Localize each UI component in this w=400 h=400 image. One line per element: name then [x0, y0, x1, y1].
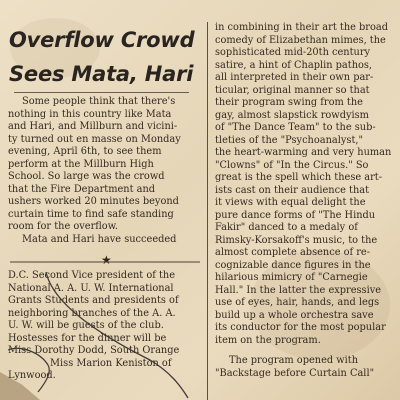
story-line: sophisticated mid-20th century [215, 47, 371, 58]
story-line: ushers worked 20 minutes beyond [8, 196, 179, 207]
notice-line: U. W. will be guests of the club. [8, 320, 164, 331]
story-line: all interpreted in their own par- [215, 72, 374, 83]
story-line: gay, almost slapstick rowdyism [215, 109, 369, 121]
headline-rule [14, 92, 189, 93]
story-line: hilarious mimicry of "Carnegie [215, 272, 368, 283]
story-line: nothing in this country like Mata [8, 108, 172, 120]
story-line: curtain time to find safe standing [8, 208, 174, 220]
story-line: Some people think that there's [22, 96, 176, 107]
story-line: use of eyes, hair, hands, and legs [215, 297, 380, 308]
story-line: Fakir" danced to a medaly of [215, 222, 358, 233]
story-line: tleties of the "Psychoanalyst," [215, 134, 364, 146]
column-divider [207, 22, 208, 400]
story-line: cognizable dance figures in the [215, 259, 371, 271]
story-line: its conductor for the most popular [215, 322, 386, 333]
story-line: ty turned out en masse on Monday [8, 133, 181, 145]
story-line: almost complete absence of re- [215, 247, 371, 258]
story-line: School. So large was the crowd [8, 171, 165, 182]
headline-line-2: Sees Mata, Hari [9, 62, 194, 86]
story-line: Mata and Hari have succeeded [22, 233, 177, 245]
notice-line: Grants Students and presidents of [8, 295, 179, 306]
notice-line: D.C. Second Vice president of the [8, 270, 176, 281]
story-line: item on the program. [215, 334, 321, 346]
story-line: comedy of Elizabethan mimes, the [215, 34, 386, 46]
story-line: ticular, original manner so that [215, 84, 370, 96]
story-line: room for the overflow. [8, 221, 119, 232]
story-line: great is the spell which these art- [215, 172, 383, 183]
notice-line: National A. A. U. W. International [8, 282, 174, 294]
story-line: build up a whole orchestra save [215, 309, 374, 321]
story-line: it views with equal delight the [215, 197, 366, 208]
headline-line-1: Overflow Crowd [9, 28, 195, 52]
story-line: pure dance forms of "The Hindu [215, 209, 376, 221]
section-star: ★ [101, 253, 112, 267]
story-line: perform at the Millburn High [8, 158, 154, 170]
notice-line: neighboring branches of the A. A. [8, 307, 176, 319]
story-line: of "The Dance Team" to the sub- [215, 122, 376, 133]
notice-line: Hostesses for the dinner will be [8, 332, 167, 344]
story-line: that the Fire Department and [8, 183, 156, 195]
story-line: evening, April 6th, to see them [8, 146, 162, 157]
story-line: Hall." In the latter the expressive [215, 284, 382, 296]
notice-line: Miss Marion Keniston of [50, 357, 172, 369]
story-line: the heart-warming and very human [215, 147, 392, 158]
story-line: "Clowns" of "In the Circus." So [215, 159, 369, 171]
story-line: "Backstage before Curtain Call" [215, 367, 375, 379]
story-line: ists cast on their audience that [215, 184, 370, 196]
story-line: their program swing from the [215, 97, 363, 108]
story-line: and Hari, and Millburn and vicini- [8, 121, 178, 132]
story-line: Rimsky-Korsakoff's music, to the [215, 234, 378, 246]
story-line: satire, a hint of Chaplin pathos, [215, 59, 373, 71]
story-line: The program opened with [229, 355, 359, 366]
notice-line: Miss Dorothy Dodd, South Orange [8, 345, 180, 356]
notice-line: Lynwood. [8, 370, 56, 381]
story-line: in combining in their art the broad [215, 22, 389, 33]
